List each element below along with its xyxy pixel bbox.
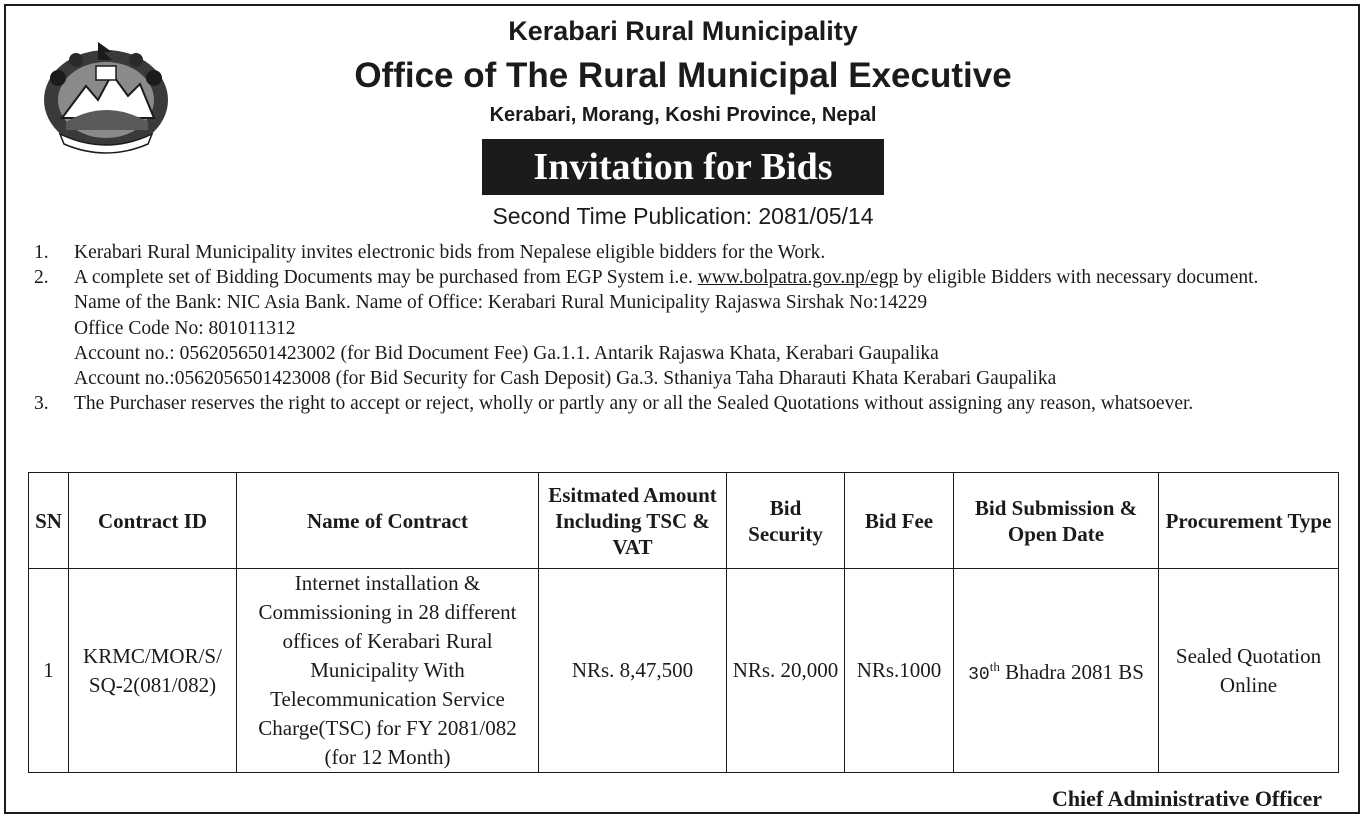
header-estimated-amount: Esitmated Amount Including TSC & VAT <box>539 473 727 569</box>
account-security-line: Account no.:0562056501423008 (for Bid Security for Cash Deposit) Ga.3. Sthaniya Taha Dharauti Khata Kerabari Gaupalika <box>74 368 1057 390</box>
office-code-line: Office Code No: 801011312 <box>74 317 296 339</box>
bids-table <box>28 472 1339 773</box>
item-text: The Purchaser reserves the right to accept or reject, wholly or partly any or all the Sealed Quotations without assigning any reason, whatsoever. <box>74 393 1194 415</box>
egp-link[interactable]: www.bolpatra.gov.np/egp <box>697 267 899 289</box>
cell-bid-security: NRs. 20,000 <box>727 569 845 773</box>
office-name: Office of The Rural Municipal Executive <box>354 56 1012 95</box>
table-row <box>29 569 1339 773</box>
cell-submission-date <box>954 569 1159 773</box>
list-item <box>34 265 1344 290</box>
notice-title-banner: Invitation for Bids <box>482 139 884 195</box>
cell-contract-name: Internet installation & Commissioning in 28 different offices of Kerabari Rural Municipality With Telecommunication Service Charge(TSC) for FY 2081/082 (for 12 Month) <box>237 569 539 773</box>
account-fee-line: Account no.: 0562056501423002 (for Bid Document Fee) Ga.1.1. Antarik Rajaswa Khata, Kerabari Gaupalika <box>74 342 939 364</box>
table-header-row <box>29 473 1339 569</box>
item-number: 3. <box>34 393 49 415</box>
cell-procurement-type: Sealed Quotation Online <box>1159 569 1339 773</box>
item-text: Kerabari Rural Municipality invites electronic bids from Nepalese eligible bidders for the Work. <box>74 242 826 263</box>
list-item <box>34 240 1344 265</box>
date-suffix: th <box>989 658 1000 674</box>
header-bid-security: Bid Security <box>727 473 845 569</box>
item-number: 2. <box>34 267 49 289</box>
cell-sn: 1 <box>29 569 69 773</box>
notice-body <box>34 240 1344 416</box>
header-bid-fee: Bid Fee <box>845 473 954 569</box>
header-contract-id: Contract ID <box>69 473 237 569</box>
date-day: 30 <box>968 664 990 685</box>
municipality-name: Kerabari Rural Municipality <box>508 16 858 46</box>
item-number: 1. <box>34 242 49 263</box>
publication-line: Second Time Publication: 2081/05/14 <box>492 203 874 229</box>
item-text-after: by eligible Bidders with necessary document. <box>898 267 1259 289</box>
cell-bid-fee: NRs.1000 <box>845 569 954 773</box>
list-item <box>34 391 1344 416</box>
office-address: Kerabari, Morang, Koshi Province, Nepal <box>489 104 877 126</box>
item-text <box>74 265 1344 290</box>
header-contract-name: Name of Contract <box>237 473 539 569</box>
cell-contract-id: KRMC/MOR/S/ SQ-2(081/082) <box>69 569 237 773</box>
item-text-before: A complete set of Bidding Documents may be purchased from EGP System i.e. <box>74 267 698 289</box>
header-procurement-type: Procurement Type <box>1159 473 1339 569</box>
cell-amount: NRs. 8,47,500 <box>539 569 727 773</box>
date-rest: Bhadra 2081 BS <box>999 659 1144 684</box>
header-submission-date: Bid Submission & Open Date <box>954 473 1159 569</box>
header-sn: SN <box>29 473 69 569</box>
signoff: Chief Administrative Officer <box>1051 786 1322 811</box>
bank-name-line: Name of the Bank: NIC Asia Bank. Name of Office: Kerabari Rural Municipality Rajaswa Sirshak No:14229 <box>74 292 928 314</box>
